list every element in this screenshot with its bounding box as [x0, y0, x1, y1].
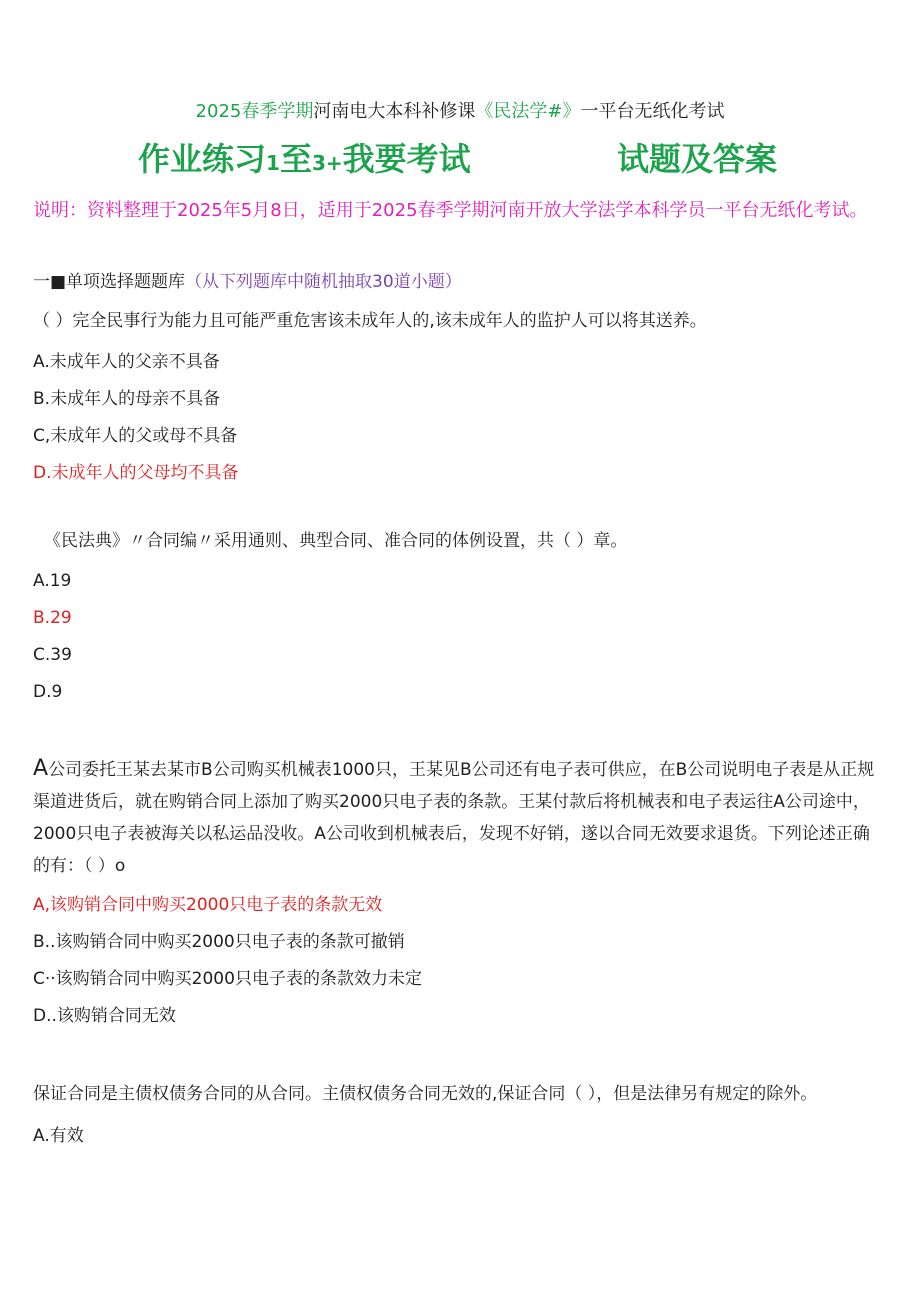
question-3-stem-rest: 公司委托王某去某市B公司购买机械表1000只，王某见B公司还有电子表可供应，在B公司说明电子表是从正规渠道进货后，就在购销合同上添加了购买2000只电子表的条款。王某付款后将机械表和电子表运往A公司途中，2000只电子表被海关以私运品没收。A公司收到机械表后，发现不好销，遂以合同无效要求退货。下列论述正确的有：（ ）o [33, 760, 875, 876]
question-4-stem: 保证合同是主债权债务合同的从合同。主债权债务合同无效的,保证合同（ ），但是法律另有规定的除外。 [33, 1084, 818, 1104]
doc-title-right: 试题及答案 [617, 140, 778, 178]
title-part-a: 作业练习 [138, 140, 267, 178]
question-1-option-a: A.未成年人的父亲不具备 [33, 352, 220, 372]
course-type-label: 河南电大本科补修课 [313, 101, 476, 122]
question-2-option-c: C.39 [33, 645, 72, 665]
question-3-stem [33, 753, 878, 882]
question-1-stem: （ ）完全民事行为能力且可能严重危害该未成年人的,该未成年人的监护人可以将其送养。 [33, 311, 707, 331]
question-3-option-a-answer: A,该购销合同中购买2000只电子表的条款无效 [33, 895, 383, 915]
title-part-c: 至 [279, 140, 312, 178]
exam-type-label: 一平台无纸化考试 [580, 101, 725, 122]
question-1-option-b: B.未成年人的母亲不具备 [33, 389, 221, 409]
section-prefix: 一■单项选择题题库 [33, 272, 186, 292]
question-2-option-b-answer: B.29 [33, 608, 72, 628]
doc-subtitle [0, 100, 920, 124]
question-2-option-a: A.19 [33, 571, 72, 591]
section-hint: （从下列题库中随机抽取30道小题） [185, 272, 462, 292]
question-2-stem: 《民法典》〃合同编〃采用通则、典型合同、准合同的体例设置，共（ ）章。 [44, 531, 628, 551]
question-3-option-b: B..该购销合同中购买2000只电子表的条款可撤销 [33, 932, 405, 952]
question-4-option-a: A.有效 [33, 1126, 84, 1146]
doc-title-left [138, 138, 471, 184]
course-name-label: 《民法学#》 [475, 101, 581, 122]
question-3-option-c: C··该购销合同中购买2000只电子表的条款效力未定 [33, 969, 422, 989]
question-3-option-d: D..该购销合同无效 [33, 1006, 176, 1026]
title-part-e: 我要考试 [342, 140, 471, 178]
doc-note: 说明：资料整理于2025年5月8日，适用于2025春季学期河南开放大学法学本科学员一平台无纸化考试。 [33, 200, 868, 221]
title-part-d: 3+ [311, 151, 343, 175]
question-2-option-d: D.9 [33, 682, 63, 702]
title-part-b: 1 [266, 151, 280, 175]
question-3-stem-first: A [33, 756, 49, 781]
section-title [33, 270, 462, 294]
question-1-option-c: C,未成年人的父或母不具备 [33, 426, 238, 446]
question-1-option-d-answer: D.未成年人的父母均不具备 [33, 463, 239, 483]
semester-label: 2025春季学期 [195, 101, 314, 122]
